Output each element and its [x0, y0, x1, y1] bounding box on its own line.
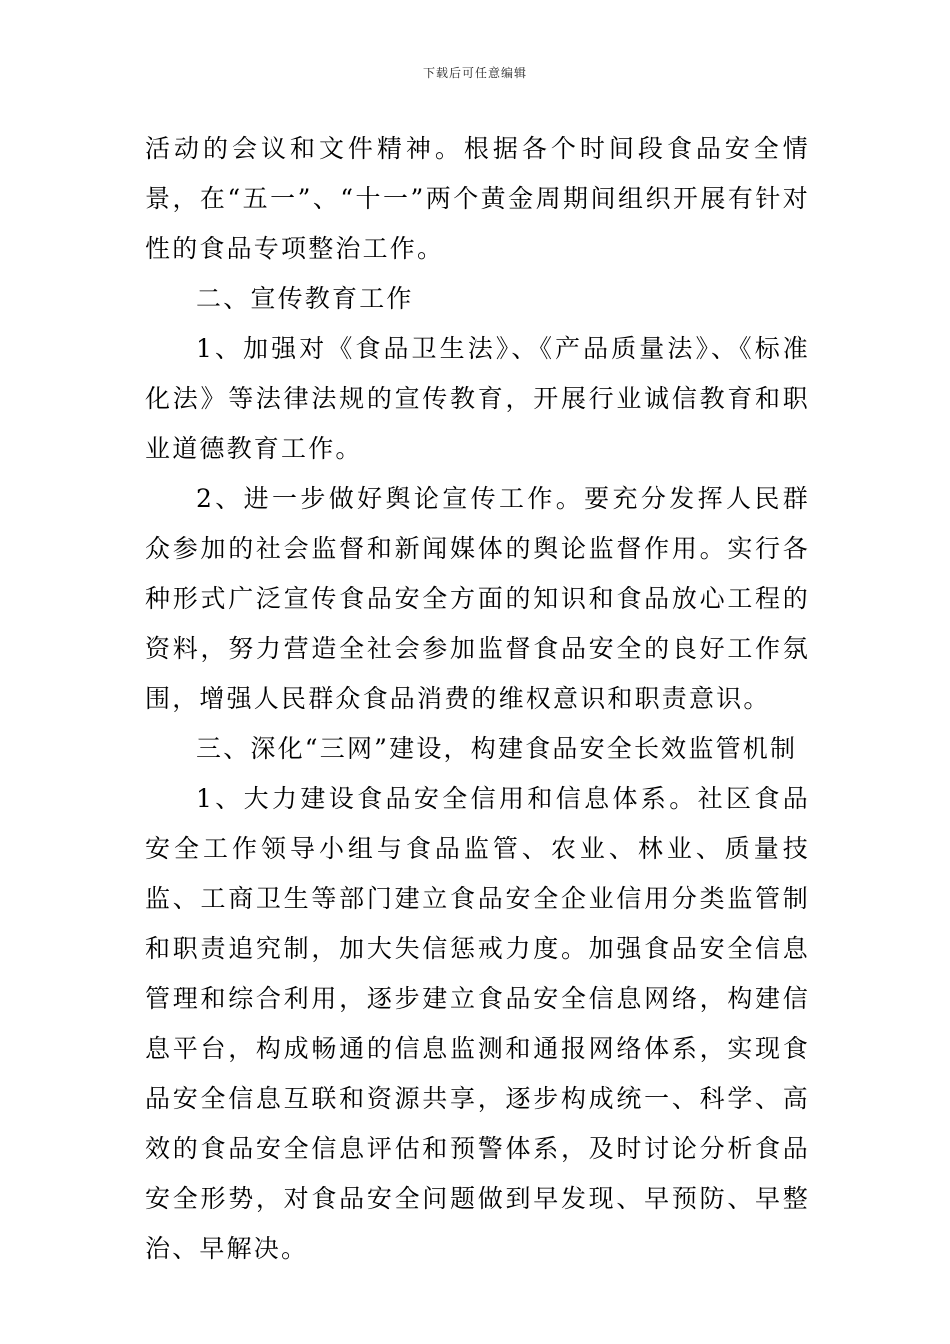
section-heading-publicity-education: 二、宣传教育工作: [196, 284, 414, 313]
document-body: [145, 124, 810, 1274]
paragraph-credit-information-system: 1、大力建设食品安全信用和信息体系。社区食品安全工作领导小组与食品监管、农业、林业、质量技监、工商卫生等部门建立食品安全企业信用分类监管制和职责追究制，加大失信惩戒力度。加强食品安全信息管理和综合利用，逐步建立食品安全信息网络，构建信息平台，构成畅通的信息监测和通报网络体系，实现食品安全信息互联和资源共享，逐步构成统一、科学、高效的食品安全信息评估和预警体系，及时讨论分析食品安全形势，对食品安全问题做到早发现、早预防、早整治、早解决。: [145, 784, 810, 1263]
paragraph-continuation: 活动的会议和文件精神。根据各个时间段食品安全情景，在“五一”、“十一”两个黄金周期间组织开展有针对性的食品专项整治工作。: [145, 134, 810, 263]
section-heading-three-networks: 三、深化“三网”建设，构建食品安全长效监管机制: [196, 734, 798, 763]
page-header: 下载后可任意编辑: [422, 66, 527, 80]
paragraph-public-opinion: 2、进一步做好舆论宣传工作。要充分发挥人民群众参加的社会监督和新闻媒体的舆论监督作用。实行各种形式广泛宣传食品安全方面的知识和食品放心工程的资料，努力营造全社会参加监督食品安全的良好工作氛围，增强人民群众食品消费的维权意识和职责意识。: [145, 484, 810, 713]
paragraph-law-education: 1、加强对《食品卫生法》、《产品质量法》、《标准化法》等法律法规的宣传教育，开展行业诚信教育和职业道德教育工作。: [145, 334, 810, 463]
